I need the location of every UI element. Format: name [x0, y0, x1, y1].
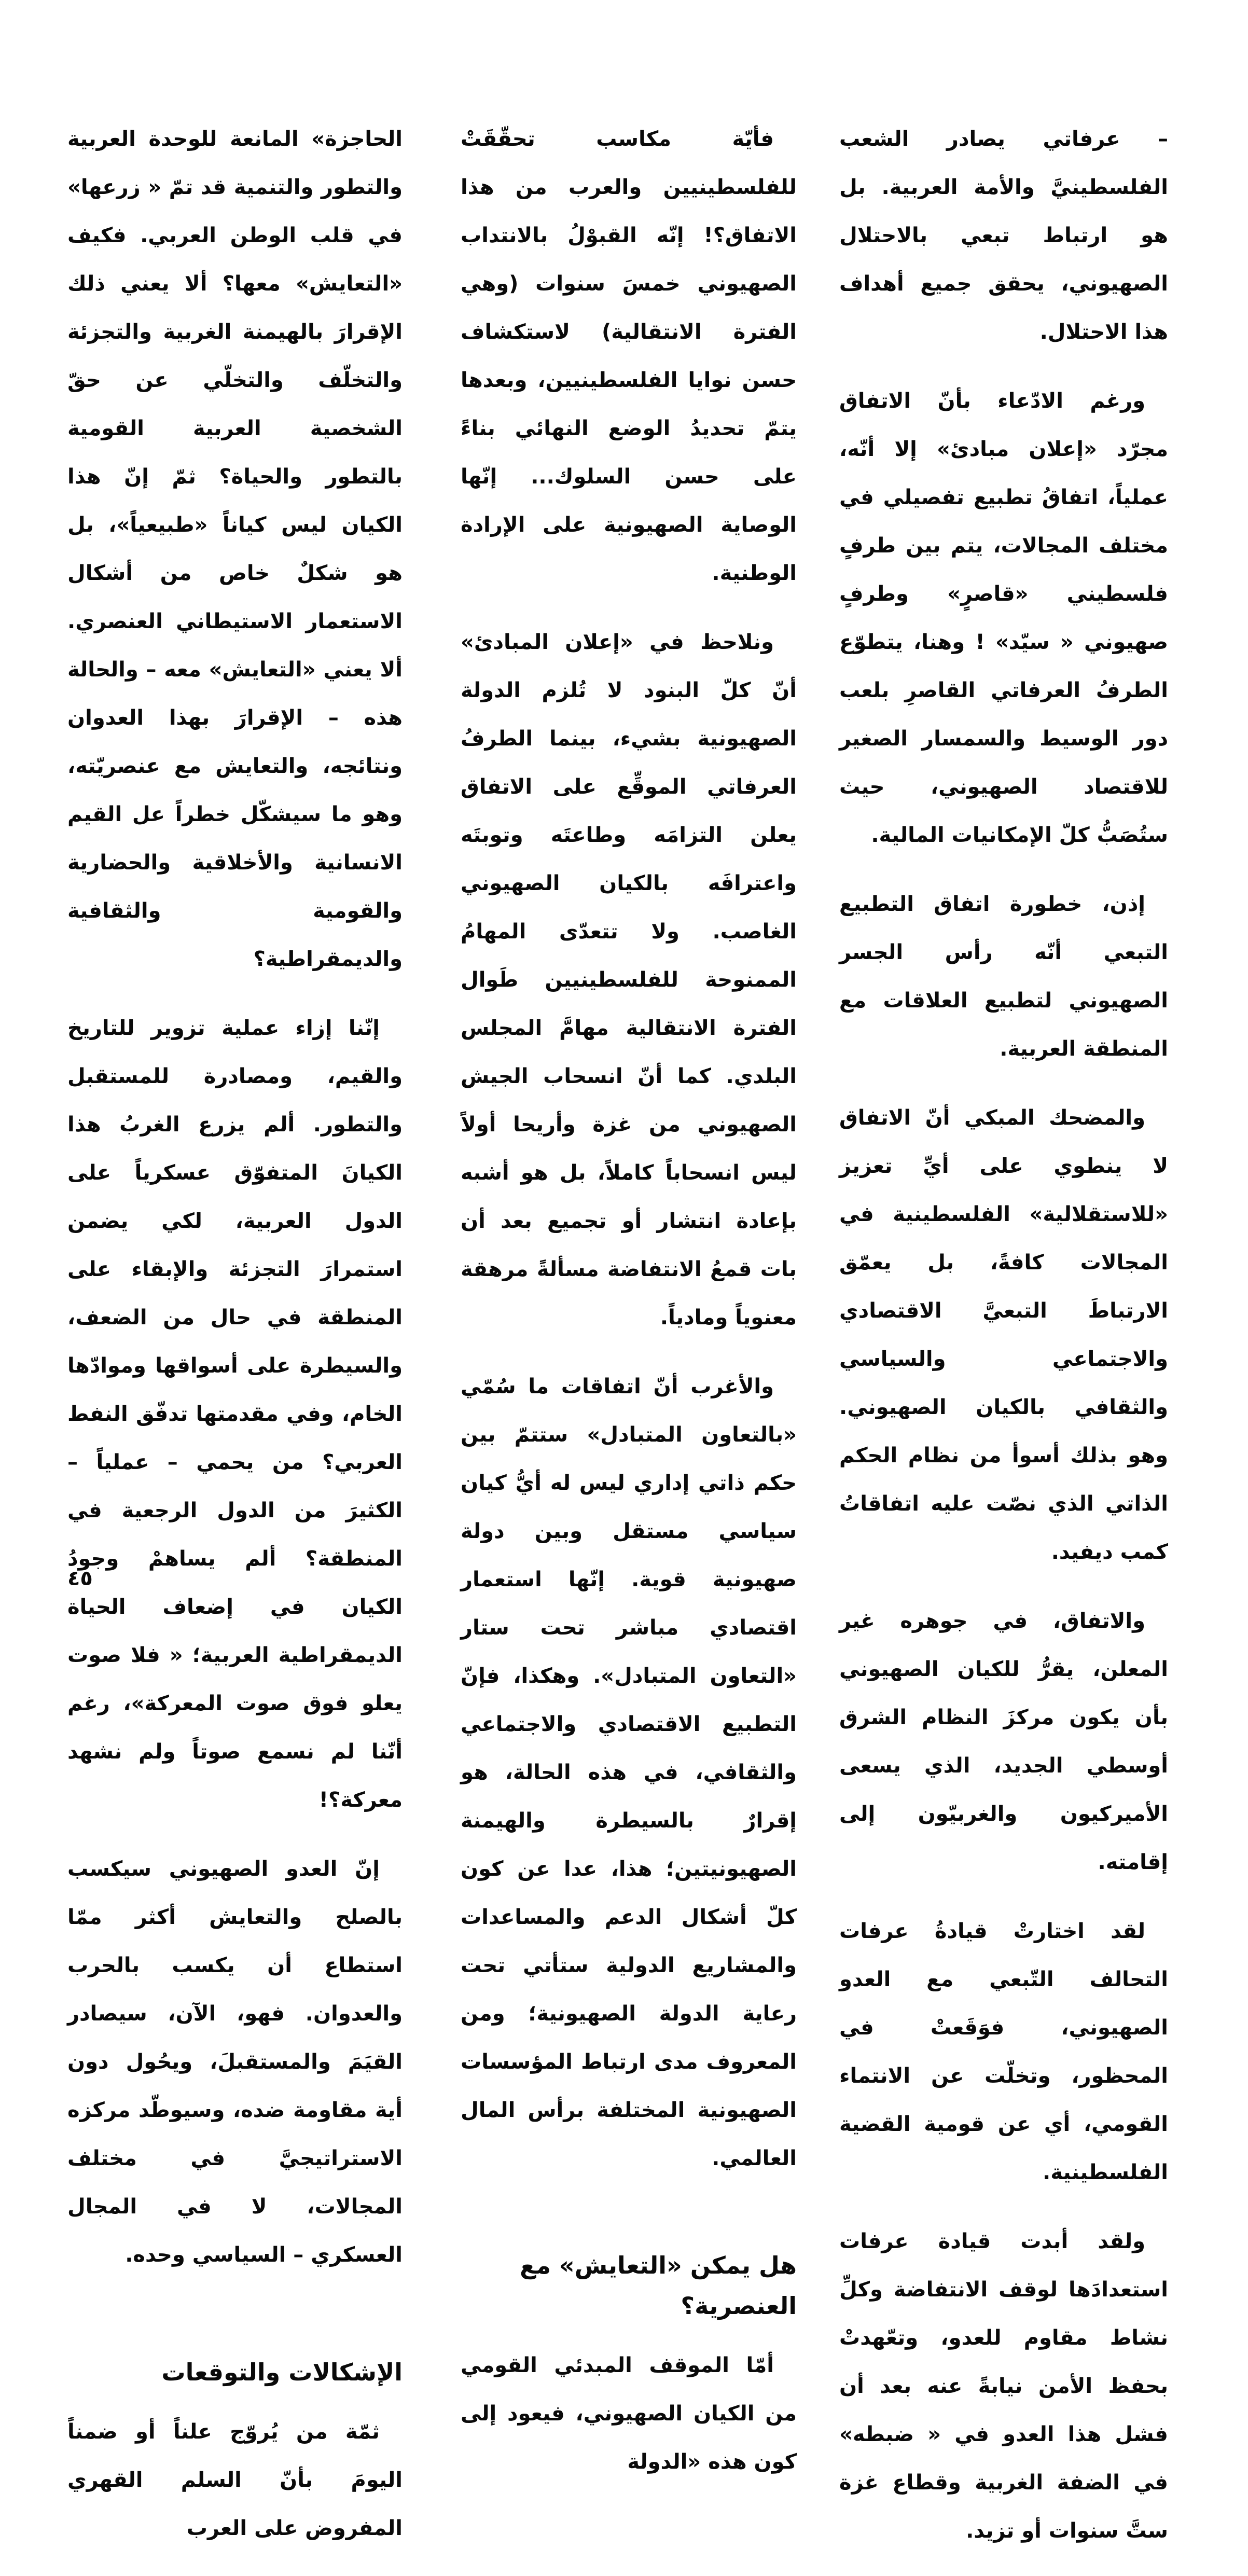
- article-column-middle: [461, 115, 797, 2507]
- paragraph: ولقد أبدت قيادة عرفات استعدادَها لوقف الانتفاضة وكلِّ نشاط مقاوم للعدو، وتعّهدتْ بحفظ الأمن نيابةً عنه بعد أن فشل هذا العدو في « ضبطه» في الضفة الغربية وقطاع غزة ستَّ سنوات أو تزيد.: [839, 2229, 1168, 2543]
- page-number: ٤٥: [67, 1567, 93, 1590]
- paragraph: إذن، خطورة اتفاق التطبيع التبعي أنّه رأس الجسر الصهيوني لتطبيع العلاقات مع المنطقة العربية.: [839, 892, 1168, 1061]
- paragraph: ثمّة من يُروّج علناً أو ضمناً اليومَ بأنّ السلم القهري المفروض على العرب: [67, 2420, 403, 2540]
- article-column-left: [67, 115, 403, 2573]
- paragraph: إنّ العدو الصهيوني سيكسب بالصلح والتعايش أكثر ممّا استطاع أن يكسب بالحرب والعدوان. فهو، الآن، سيصادر القيَمَ والمستقبلَ، ويحُول دون أية مقاومة ضده، وسيوطّد مركزه الاستراتيجيَّ في مختلف المجالات، لا في المجال العسكري – السياسي وحده.: [67, 1857, 403, 2267]
- paragraph: والأغرب أنّ اتفاقات ما سُمّي «بالتعاون المتبادل» ستتمّ بين حكم ذاتي إداري ليس له أيُّ كيان سياسي مستقل وبين دولة صهيونية قوية. إنّها استعمار اقتصادي مباشر تحت ستار «التعاون المتبادل». وهكذا، فإنّ التطبيع الاقتصادي والاجتماعي والثقافي، في هذه الحالة، هو إقرارٌ بالسيطرة والهيمنة الصهيونيتين؛ هذا، عدا عن كون كلّ أشكال الدعم والمساعدات والمشاريع الدولية ستأتي تحت رعاية الدولة الصهيونية؛ ومن المعروف مدى ارتباط المؤسسات الصهيونية المختلفة برأس المال العالمي.: [461, 1375, 797, 2170]
- paragraph: أمّا الموقف المبدئي القومي من الكيان الصهيوني، فيعود إلى كون هذه «الدولة: [461, 2353, 797, 2474]
- paragraph: – عرفاتي يصادر الشعب الفلسطينيَّ والأمة العربية. بل هو ارتباط تبعي بالاحتلال الصهيوني، يحقق جميع أهداف هذا الاحتلال.: [839, 127, 1168, 344]
- paragraph: والمضحك المبكي أنّ الاتفاق لا ينطوي على أيِّ تعزيز «للاستقلالية» الفلسطينية في المجالات كافةً، بل يعمّق الارتباطَ التبعيَّ الاقتصادي والاجتماعي والسياسي والثقافي بالكيان الصهيوني. وهو بذلك أسوأ من نظام الحكم الذاتي الذي نصّت عليه اتفاقاتُ كمب ديفيد.: [839, 1106, 1168, 1564]
- section-heading-problems-expectations: الإشكالات والتوقعات: [161, 2358, 403, 2386]
- paragraph: ونلاحظ في «إعلان المبادئ» أنّ كلّ البنود لا تُلزم الدولة الصهيونية بشيء، بينما الطرفُ العرفاتي الموقِّع على الاتفاق يعلن التزامَه وطاعتَه وتوبتَه واعترافَه بالكيان الصهيوني الغاصب. ولا تتعدّى المهامُ الممنوحة للفلسطينيين طَوال الفترة الانتقالية مهامَّ المجلس البلدي. كما أنّ انسحاب الجيش الصهيوني من غزة وأريحا أولاً ليس انسحاباً كاملاً، بل هو أشبه بإعادة انتشار أو تجميع بعد أن بات قمعُ الانتفاضة مسألةً مرهقة معنوياً ومادياً.: [461, 630, 797, 1329]
- paragraph: إنّنا إزاء عملية تزوير للتاريخ والقيم، ومصادرة للمستقبل والتطور. ألم يزرع الغربُ هذا الكيانَ المتفوّق عسكرياً على الدول العربية، لكي يضمن استمرارَ التجزئة والإبقاء على المنطقة في حال من الضعف، والسيطرة على أسواقها وموادّها الخام، وفي مقدمتها تدفّق النفط العربي؟ من يحمي – عملياً – الكثيرَ من الدول الرجعية في المنطقة؟ ألم يساهمْ وجودُ الكيان في إضعاف الحياة الديمقراطية العربية؛ « فلا صوت يعلو فوق صوت المعركة»، رغم أنّنا لم نسمع صوتاً ولم نشهد معركة؟!: [67, 1016, 403, 1812]
- paragraph: والاتفاق، في جوهره غير المعلن، يقرُّ للكيان الصهيوني بأن يكون مركزَ النظام الشرق أوسطي الجديد، الذي يسعى الأميركيون والغربيّون إلى إقامته.: [839, 1609, 1168, 1874]
- paragraph: الحاجزة» المانعة للوحدة العربية والتطور والتنمية قد تمّ « زرعها» في قلب الوطن العربي. فكيف «التعايش» معها؟ ألا يعني ذلك الإقرارَ بالهيمنة الغربية والتجزئة والتخلّف والتخلّي عن حقّ الشخصية العربية القومية بالتطور والحياة؟ ثمّ إنّ هذا الكيان ليس كياناً «طبيعياً»، بل هو شكلٌ خاص من أشكال الاستعمار الاستيطاني العنصري. ألا يعني «التعايش» معه – والحالة هذه – الإقرارَ بهذا العدوان ونتائجه، والتعايش مع عنصريّته، وهو ما سيشكّل خطراً عل القيم الانسانية والأخلاقية والحضارية والقومية والثقافية والديمقراطية؟: [67, 127, 403, 971]
- paragraph: ورغم الادّعاء بأنّ الاتفاق مجرّد «إعلان مبادئ» إلا أنّه، عملياً، اتفاقُ تطبيع تفصيلي في مختلف المجالات، يتم بين طرفٍ فلسطيني «قاصرٍ» وطرفٍ صهيوني « سيّد» ! وهنا، يتطوّع الطرفُ العرفاتي القاصرِ بلعب دور الوسيط والسمسار الصغير للاقتصاد الصهيوني، حيث ستُصَبُّ كلّ الإمكانيات المالية.: [839, 389, 1168, 847]
- paragraph: فأيّة مكاسب تحقّقَتْ للفلسطينيين والعرب من هذا الاتفاق؟! إنّه القبوْلُ بالانتداب الصهيوني خمسَ سنوات (وهي الفترة الانتقالية) لاستكشاف حسن نوايا الفلسطينيين، وبعدها يتمّ تحديدُ الوضع النهائي بناءً على حسن السلوك... إنّها الوصاية الصهيونية على الإرادة الوطنية.: [461, 127, 797, 585]
- section-heading-coexistence: هل يمكن «التعايش» مع العنصرية؟: [520, 2251, 797, 2320]
- paragraph: لقد اختارتْ قيادةُ عرفات التحالف التّبعي مع العدو الصهيوني، فوَقَعتْ في المحظور، وتخلّت عن الانتماء القومي، أي عن قومية القضية الفلسطينية.: [839, 1919, 1168, 2184]
- article-column-right: [839, 115, 1168, 2576]
